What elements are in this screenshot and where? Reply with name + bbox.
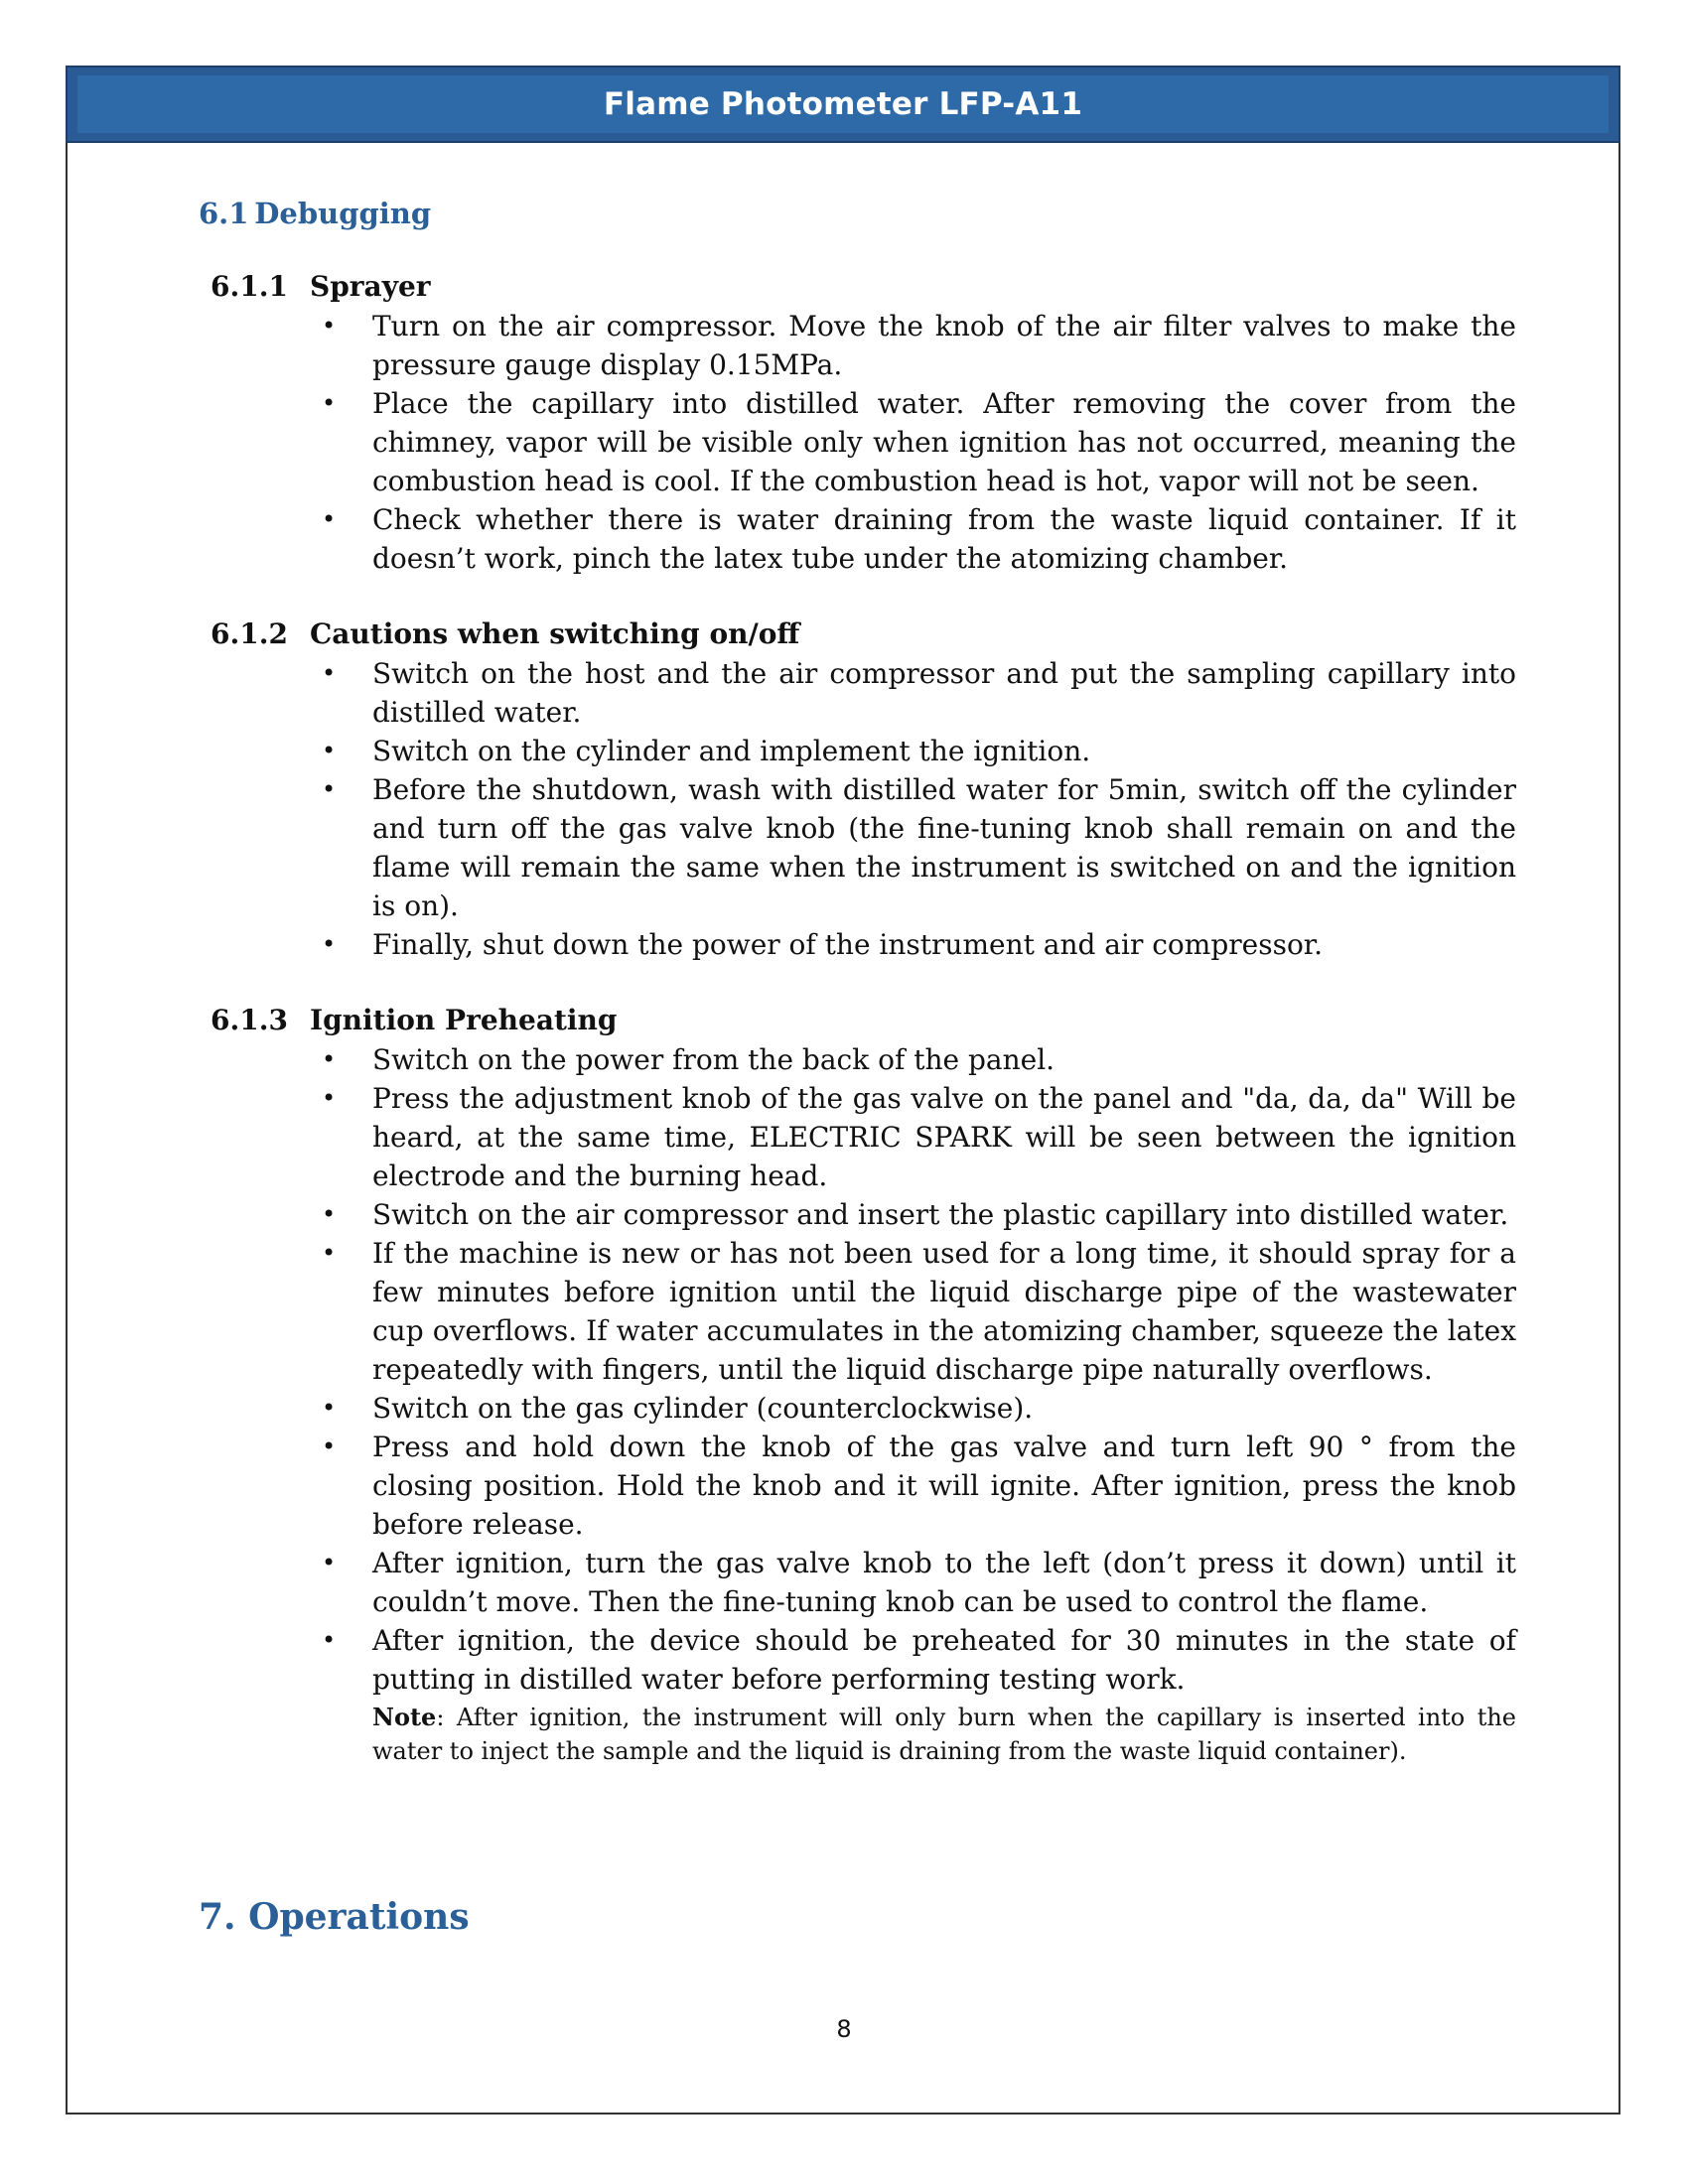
list-item: • If the machine is new or has not been used for a long time, it should spray for a few minutes before ignition until the liquid discharge pipe of the wastewater cup overflows. If water accumulates in the atomizing chamber, squeeze the latex repeatedly with fingers, until the liquid discharge pipe naturally overflows. <box>372 1234 1516 1389</box>
bullet-icon: • <box>322 1626 337 1654</box>
bullet-list <box>199 1040 1516 1768</box>
bullet-icon: • <box>322 312 337 340</box>
note-label: Note <box>372 1703 437 1731</box>
list-item: • Turn on the air compressor. Move the knob of the air filter valves to make the pressure gauge display 0.15MPa. <box>372 307 1516 384</box>
subsection-title: Sprayer <box>310 270 431 303</box>
note-text <box>372 1701 1516 1768</box>
bullet-list <box>199 307 1516 578</box>
bullet-icon: • <box>322 1084 337 1112</box>
bullet-icon: • <box>322 1394 337 1422</box>
list-item: • After ignition, turn the gas valve knob to the left (don’t press it down) until it couldn’t move. Then the fine-tuning knob can be used to control the flame. <box>372 1544 1516 1621</box>
list-item: • Switch on the gas cylinder (counterclockwise). <box>372 1389 1516 1428</box>
subsection-number: 6.1.3 <box>211 1004 288 1036</box>
subsection-sprayer <box>199 270 1516 578</box>
list-item: • Switch on the air compressor and insert the plastic capillary into distilled water. <box>372 1195 1516 1234</box>
list-item: • Place the capillary into distilled water. After removing the cover from the chimney, vapor will be visible only when ignition has not occurred, meaning the combustion head is cool. If the combustion head is hot, vapor will not be seen. <box>372 384 1516 500</box>
bullet-icon: • <box>322 505 337 533</box>
bullet-icon: • <box>322 1200 337 1228</box>
list-item: • Finally, shut down the power of the instrument and air compressor. <box>372 925 1516 964</box>
next-section-title: 7. Operations <box>199 1896 470 1938</box>
note-body: : After ignition, the instrument will only burn when the capillary is inserted into the water to inject the sample and the liquid is draining from the waste liquid container). <box>372 1704 1516 1765</box>
bullet-icon: • <box>322 1433 337 1460</box>
subsection-heading <box>211 617 1491 650</box>
section-title: 6.1 Debugging <box>199 197 432 230</box>
bullet-icon: • <box>322 775 337 803</box>
list-item: • Press and hold down the knob of the gas valve and turn left 90 ° from the closing position. Hold the knob and it will ignite. After ignition, press the knob before release. <box>372 1428 1516 1544</box>
bullet-icon: • <box>322 389 337 417</box>
subsection-heading <box>211 270 1491 303</box>
bullet-icon: • <box>322 1549 337 1576</box>
subsection-number: 6.1.1 <box>211 270 288 303</box>
document-title: Flame Photometer LFP-A11 <box>603 86 1083 122</box>
list-item: • After ignition, the device should be preheated for 30 minutes in the state of putting in distilled water before performing testing work. Note: After ignition, the instrument will only burn when the capillary is inserted into the water to inject the sample and the liquid is draining from the waste liquid container). <box>372 1621 1516 1768</box>
list-item: • Press the adjustment knob of the gas valve on the panel and "da, da, da" Will be heard, at the same time, ELECTRIC SPARK will be seen between the ignition electrode and the burning head. <box>372 1079 1516 1195</box>
main-content <box>199 197 1516 1808</box>
list-item: • Check whether there is water draining from the waste liquid container. If it doesn’t work, pinch the latex tube under the atomizing chamber. <box>372 500 1516 578</box>
document-header <box>66 66 1620 143</box>
page-number: 8 <box>836 2015 852 2043</box>
bullet-icon: • <box>322 737 337 764</box>
bullet-icon: • <box>322 1239 337 1267</box>
subsection-ignition-preheating <box>199 1004 1516 1768</box>
list-item: • Before the shutdown, wash with distilled water for 5min, switch off the cylinder and turn off the gas valve knob (the fine-tuning knob shall remain on and the flame will remain the same when the instrument is switched on and the ignition is on). <box>372 770 1516 925</box>
bullet-list <box>199 654 1516 964</box>
bullet-icon: • <box>322 930 337 958</box>
list-item: • Switch on the cylinder and implement the ignition. <box>372 732 1516 770</box>
subsection-number: 6.1.2 <box>211 617 288 650</box>
subsection-title: Cautions when switching on/off <box>310 617 800 650</box>
bullet-icon: • <box>322 659 337 687</box>
header-band <box>77 75 1609 133</box>
subsection-cautions <box>199 617 1516 964</box>
subsection-title: Ignition Preheating <box>310 1004 618 1036</box>
subsection-heading <box>211 1004 1491 1036</box>
bullet-icon: • <box>322 1045 337 1073</box>
list-item: • Switch on the power from the back of the panel. <box>372 1040 1516 1079</box>
list-item: • Switch on the host and the air compressor and put the sampling capillary into distilled water. <box>372 654 1516 732</box>
